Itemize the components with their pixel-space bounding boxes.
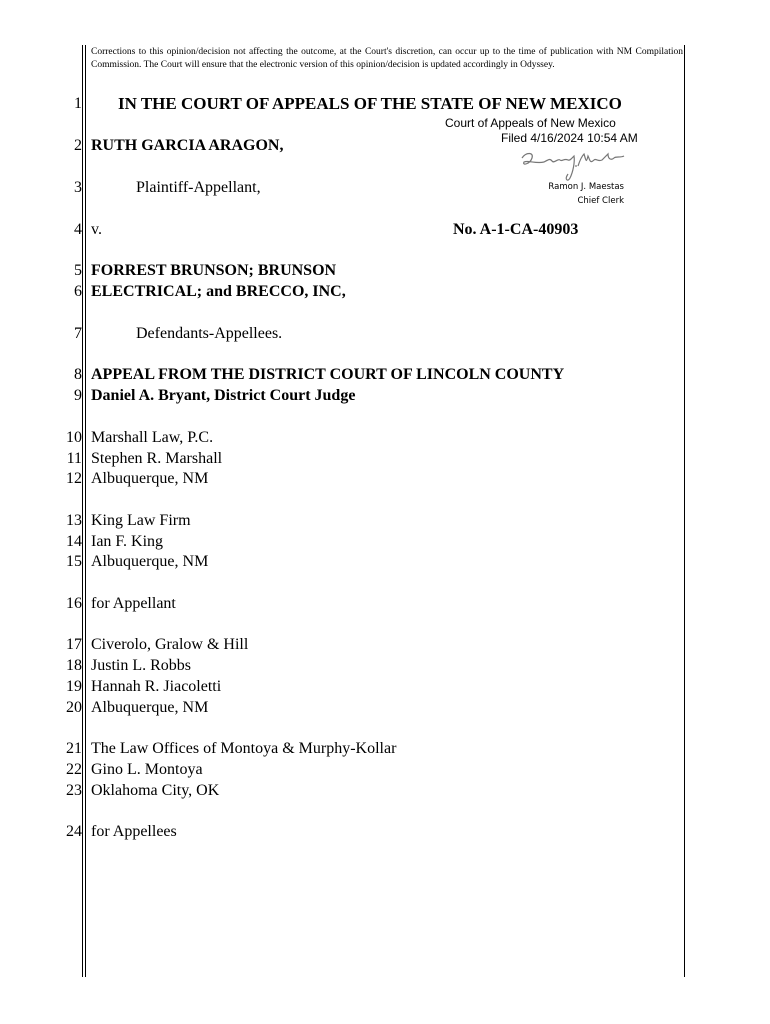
stamp-filed-date: Filed 4/16/2024 10:54 AM <box>501 131 638 145</box>
line-number: 1 <box>74 95 82 112</box>
counsel-firm: Marshall Law, P.C. <box>91 429 214 446</box>
line-number: 21 <box>66 740 82 757</box>
line-number: 3 <box>74 179 82 196</box>
counsel-city: Albuquerque, NM <box>91 699 209 716</box>
plaintiff-role: Plaintiff-Appellant, <box>136 179 261 196</box>
counsel-firm: Civerolo, Gralow & Hill <box>91 636 249 653</box>
clerk-signature <box>516 146 628 184</box>
counsel-attorney: Hannah R. Jiacoletti <box>91 678 222 695</box>
counsel-attorney: Gino L. Montoya <box>91 761 203 778</box>
line-number: 20 <box>66 699 82 716</box>
counsel-attorney: Justin L. Robbs <box>91 657 192 674</box>
margin-rule-left-outer <box>82 45 83 977</box>
counsel-firm: The Law Offices of Montoya & Murphy-Kollar <box>91 740 397 757</box>
corrections-notice: Corrections to this opinion/decision not affecting the outcome, at the Court's discretion, can occur up to the time of publication with NM Compilation Commission. The Court will ensure that the electronic version of this opinion/decision is updated accordingly in Odyssey. <box>91 47 683 70</box>
defendants-role: Defendants-Appellees. <box>136 325 283 342</box>
line-number: 7 <box>74 325 82 342</box>
versus-label: v. <box>91 221 102 238</box>
counsel-for-appellant: for Appellant <box>91 595 176 612</box>
plaintiff-name: RUTH GARCIA ARAGON, <box>91 137 284 154</box>
counsel-city: Albuquerque, NM <box>91 470 209 487</box>
line-number: 24 <box>66 823 82 840</box>
line-number: 8 <box>74 366 82 383</box>
counsel-attorney: Ian F. King <box>91 533 164 550</box>
defendants-names: FORREST BRUNSON; BRUNSON <box>91 262 337 279</box>
counsel-city: Oklahoma City, OK <box>91 782 220 799</box>
counsel-city: Albuquerque, NM <box>91 553 209 570</box>
line-number: 13 <box>66 512 82 529</box>
district-judge: Daniel A. Bryant, District Court Judge <box>91 387 356 404</box>
line-number: 22 <box>66 761 82 778</box>
docket-number: No. A-1-CA-40903 <box>453 221 579 238</box>
stamp-court-name: Court of Appeals of New Mexico <box>445 116 616 130</box>
line-number: 15 <box>66 553 82 570</box>
counsel-firm: King Law Firm <box>91 512 191 529</box>
line-number: 11 <box>66 450 82 467</box>
margin-rule-right <box>684 45 685 977</box>
court-title: IN THE COURT OF APPEALS OF THE STATE OF NEW MEXICO <box>118 94 622 113</box>
line-number: 9 <box>74 387 82 404</box>
appeal-heading: APPEAL FROM THE DISTRICT COURT OF LINCOLN COUNTY <box>91 366 565 383</box>
line-number: 23 <box>66 782 82 799</box>
stamp-clerk-title: Chief Clerk <box>577 196 624 206</box>
line-number: 18 <box>66 657 82 674</box>
line-number: 14 <box>66 533 82 550</box>
line-number: 17 <box>66 636 82 653</box>
line-number: 6 <box>74 283 82 300</box>
counsel-attorney: Stephen R. Marshall <box>91 450 223 467</box>
line-number: 10 <box>66 429 82 446</box>
line-number: 16 <box>66 595 82 612</box>
line-number: 5 <box>74 262 82 279</box>
defendants-names: ELECTRICAL; and BRECCO, INC, <box>91 283 346 300</box>
stamp-clerk-name: Ramon J. Maestas <box>548 182 624 192</box>
line-number: 19 <box>66 678 82 695</box>
counsel-for-appellees: for Appellees <box>91 823 177 840</box>
margin-rule-left-inner <box>85 45 86 977</box>
line-number: 2 <box>74 137 82 154</box>
line-number: 12 <box>66 470 82 487</box>
line-number: 4 <box>74 221 82 238</box>
